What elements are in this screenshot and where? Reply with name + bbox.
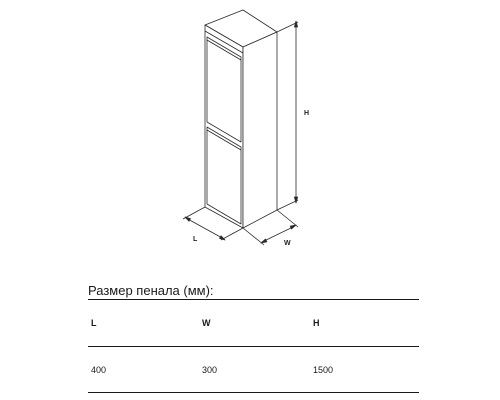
width-extension-right — [277, 210, 298, 227]
width-extension-left — [243, 228, 264, 245]
spec-table — [88, 299, 419, 393]
width-label: W — [284, 240, 291, 247]
spec-title: Размер пенала (мм): — [88, 283, 214, 298]
width-arrow-left — [261, 239, 267, 243]
length-arrow-left — [185, 217, 191, 221]
column-header-length: L — [91, 318, 97, 328]
cabinet-side-face — [243, 32, 277, 228]
cabinet-front-face — [205, 25, 243, 228]
column-header-width: W — [202, 318, 211, 328]
length-label: L — [193, 236, 198, 243]
height-label: H — [304, 110, 310, 117]
value-height: 1500 — [313, 364, 334, 375]
column-header-height: H — [313, 318, 320, 328]
value-width: 300 — [202, 364, 218, 375]
table-row — [88, 347, 419, 392]
table-header-row — [88, 300, 419, 346]
height-extension-bottom — [277, 200, 298, 210]
width-arrow-right — [290, 225, 296, 229]
length-extension-right — [221, 228, 243, 240]
height-arrow-top — [294, 21, 297, 27]
value-length: 400 — [91, 364, 107, 375]
length-dimension-line — [186, 218, 224, 239]
table-rule-bottom — [88, 392, 419, 393]
height-arrow-bottom — [294, 197, 297, 203]
